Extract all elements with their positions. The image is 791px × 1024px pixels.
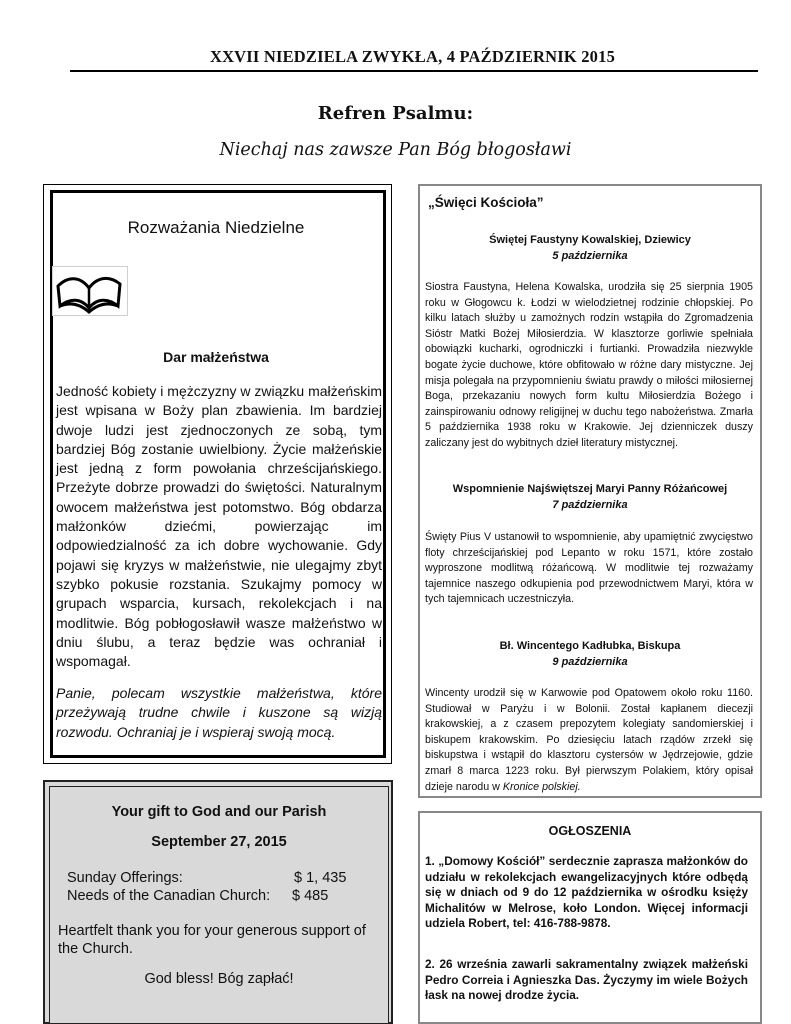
psalm-title: Refren Psalmu: <box>317 103 474 124</box>
offering-label: Sunday Offerings: <box>67 870 183 886</box>
reflection-body: Jedność kobiety i mężczyzny w związku małżeńskim jest wpisana w Boży plan zbawienia. Im bardziej dwoje ludzi jest zjednoczonych ze sobą, tym bardziej Bóg zostanie uwielbiony. Życie małżeńskie jest jedną z form powołania chrześcijańskiego. Przeżyte dobrze prowadzi do świętości. Naturalnym owocem małżeństwa jest potomstwo. Bóg obdarza małżonków dziećmi, powierzając im odpowiedzialność za ich dobre wychowanie. Gdy pojawi się kryzys w małżeństwie, nie ulegajmy zbyt szybko pokusie rozstania. Szukajmy pomocy w grupach wsparcia, kursach, rekolekcjach i na modlitwie. Bóg pobłogosławił wasze małżeństwo w dniu ślubu, a teraz będzie was ochraniał i wspomagał. <box>56 383 382 670</box>
reflection-title: Rozważania Niedzielne <box>127 218 305 237</box>
announcements-title: OGŁOSZENIA <box>548 824 632 838</box>
saint-name: Wspomnienie Najświętszej Maryi Panny Różańcowej <box>452 483 728 495</box>
offering-value: $ 485 <box>292 888 329 904</box>
gift-thanks: Heartfelt thank you for your generous support of the Church. <box>58 923 366 957</box>
announcement-item: 1. „Domowy Kościół” serdecznie zaprasza małżonków do udziału w rekolekcjach ewangelizacyjnych które odbędą się w dniach od 9 do 12 października w ośrodku księży Michalitów w Melrose, koło London. Więcej informacji udziela Robert, tel: 416-788-9878. <box>425 854 748 930</box>
offering-row <box>67 870 367 888</box>
offering-row <box>67 888 367 906</box>
open-book-icon <box>52 266 128 316</box>
saint-body <box>425 686 753 795</box>
saint-name: Bł. Wincentego Kadłubka, Biskupa <box>499 640 681 652</box>
saint-name: Świętej Faustyny Kowalskiej, Dziewicy <box>489 234 691 246</box>
offering-value: $ 1, 435 <box>294 870 347 886</box>
saint-date: 9 października <box>552 656 628 668</box>
saint-body: Święty Pius V ustanowił to wspomnienie, aby upamiętnić zwycięstwo floty chrześcijańskiej pod Lepanto w roku 1571, które zostało wyproszone modlitwą różańcową. W modlitwie tej rozważamy tajemnice naszego odkupienia pod przewodnictwem Maryi, która w tych tajemnicach uczestniczyła. <box>425 531 753 606</box>
saint-body-italic: Kronice polskiej. <box>502 780 581 793</box>
saint-date: 7 października <box>552 499 628 511</box>
saints-title: „Święci Kościoła” <box>428 195 544 210</box>
saint-date: 5 października <box>552 250 628 262</box>
gift-date: September 27, 2015 <box>151 834 287 850</box>
psalm-refrain: Niechaj nas zawsze Pan Bóg błogosławi <box>219 140 572 160</box>
reflection-prayer: Panie, polecam wszystkie małżeństwa, które przeżywają trudne chwile i kuszone są wizją rozwodu. Ochraniaj je i wspieraj swoją mocą. <box>56 685 382 740</box>
saint-body: Siostra Faustyna, Helena Kowalska, urodziła się 25 sierpnia 1905 roku w Głogowcu k. Łodzi w wielodzietnej rodzinie chłopskiej. Po kilku latach służby u zamożnych rodzin wstąpiła do Zgromadzenia Sióstr Matki Bożej Miłosierdzia. W klasztorze gorliwie spełniała obowiązki kucharki, ogrodniczki i furtianki. Prowadziła niezwykle bogate życie duchowe, które obfitowało w różne dary mistyczne. Jej misja polegała na przypomnieniu światu prawdy o miłości miłosiernej Boga, przekazaniu nowych form kultu Miłosierdzia Bożego i zainspirowaniu odnowy religijnej w duchu tego nabożeństwa. Zmarła 5 października 1938 roku w Krakowie. Jej dzienniczek duszy zaliczany jest do wybitnych dzieł literatury mistycznej. <box>425 281 753 449</box>
header-divider <box>70 70 758 72</box>
offering-label: Needs of the Canadian Church: <box>67 888 271 904</box>
gift-blessing: God bless! Bóg zapłać! <box>144 971 294 987</box>
announcement-item: 2. 26 września zawarli sakramentalny związek małżeński Pedro Correia i Agnieszka Das. Życzymy im wiele Bożych łask na nowej drodze życia. <box>425 957 748 1002</box>
gift-title: Your gift to God and our Parish <box>111 804 327 820</box>
reflection-heading: Dar małżeństwa <box>163 349 269 365</box>
saint-body-text: Wincenty urodził się w Karwowie pod Opatowem około roku 1160. Studiował w Paryżu i w Bolonii. Został kapłanem diecezji krakowskiej, a z czasem prepozytem kolegiaty sandomierskiej i biskupem krakowskim. Po dziesięciu latach rządów zrzekł się biskupstwa i wstąpił do klasztoru cystersów w Jędrzejowie, gdzie zmarł 8 marca 1223 roku. Był pierwszym Polakiem, który opisał dzieje narodu w <box>425 687 753 793</box>
bulletin-date-title: XXVII NIEDZIELA ZWYKŁA, 4 PAŹDZIERNIK 2015 <box>209 47 616 66</box>
